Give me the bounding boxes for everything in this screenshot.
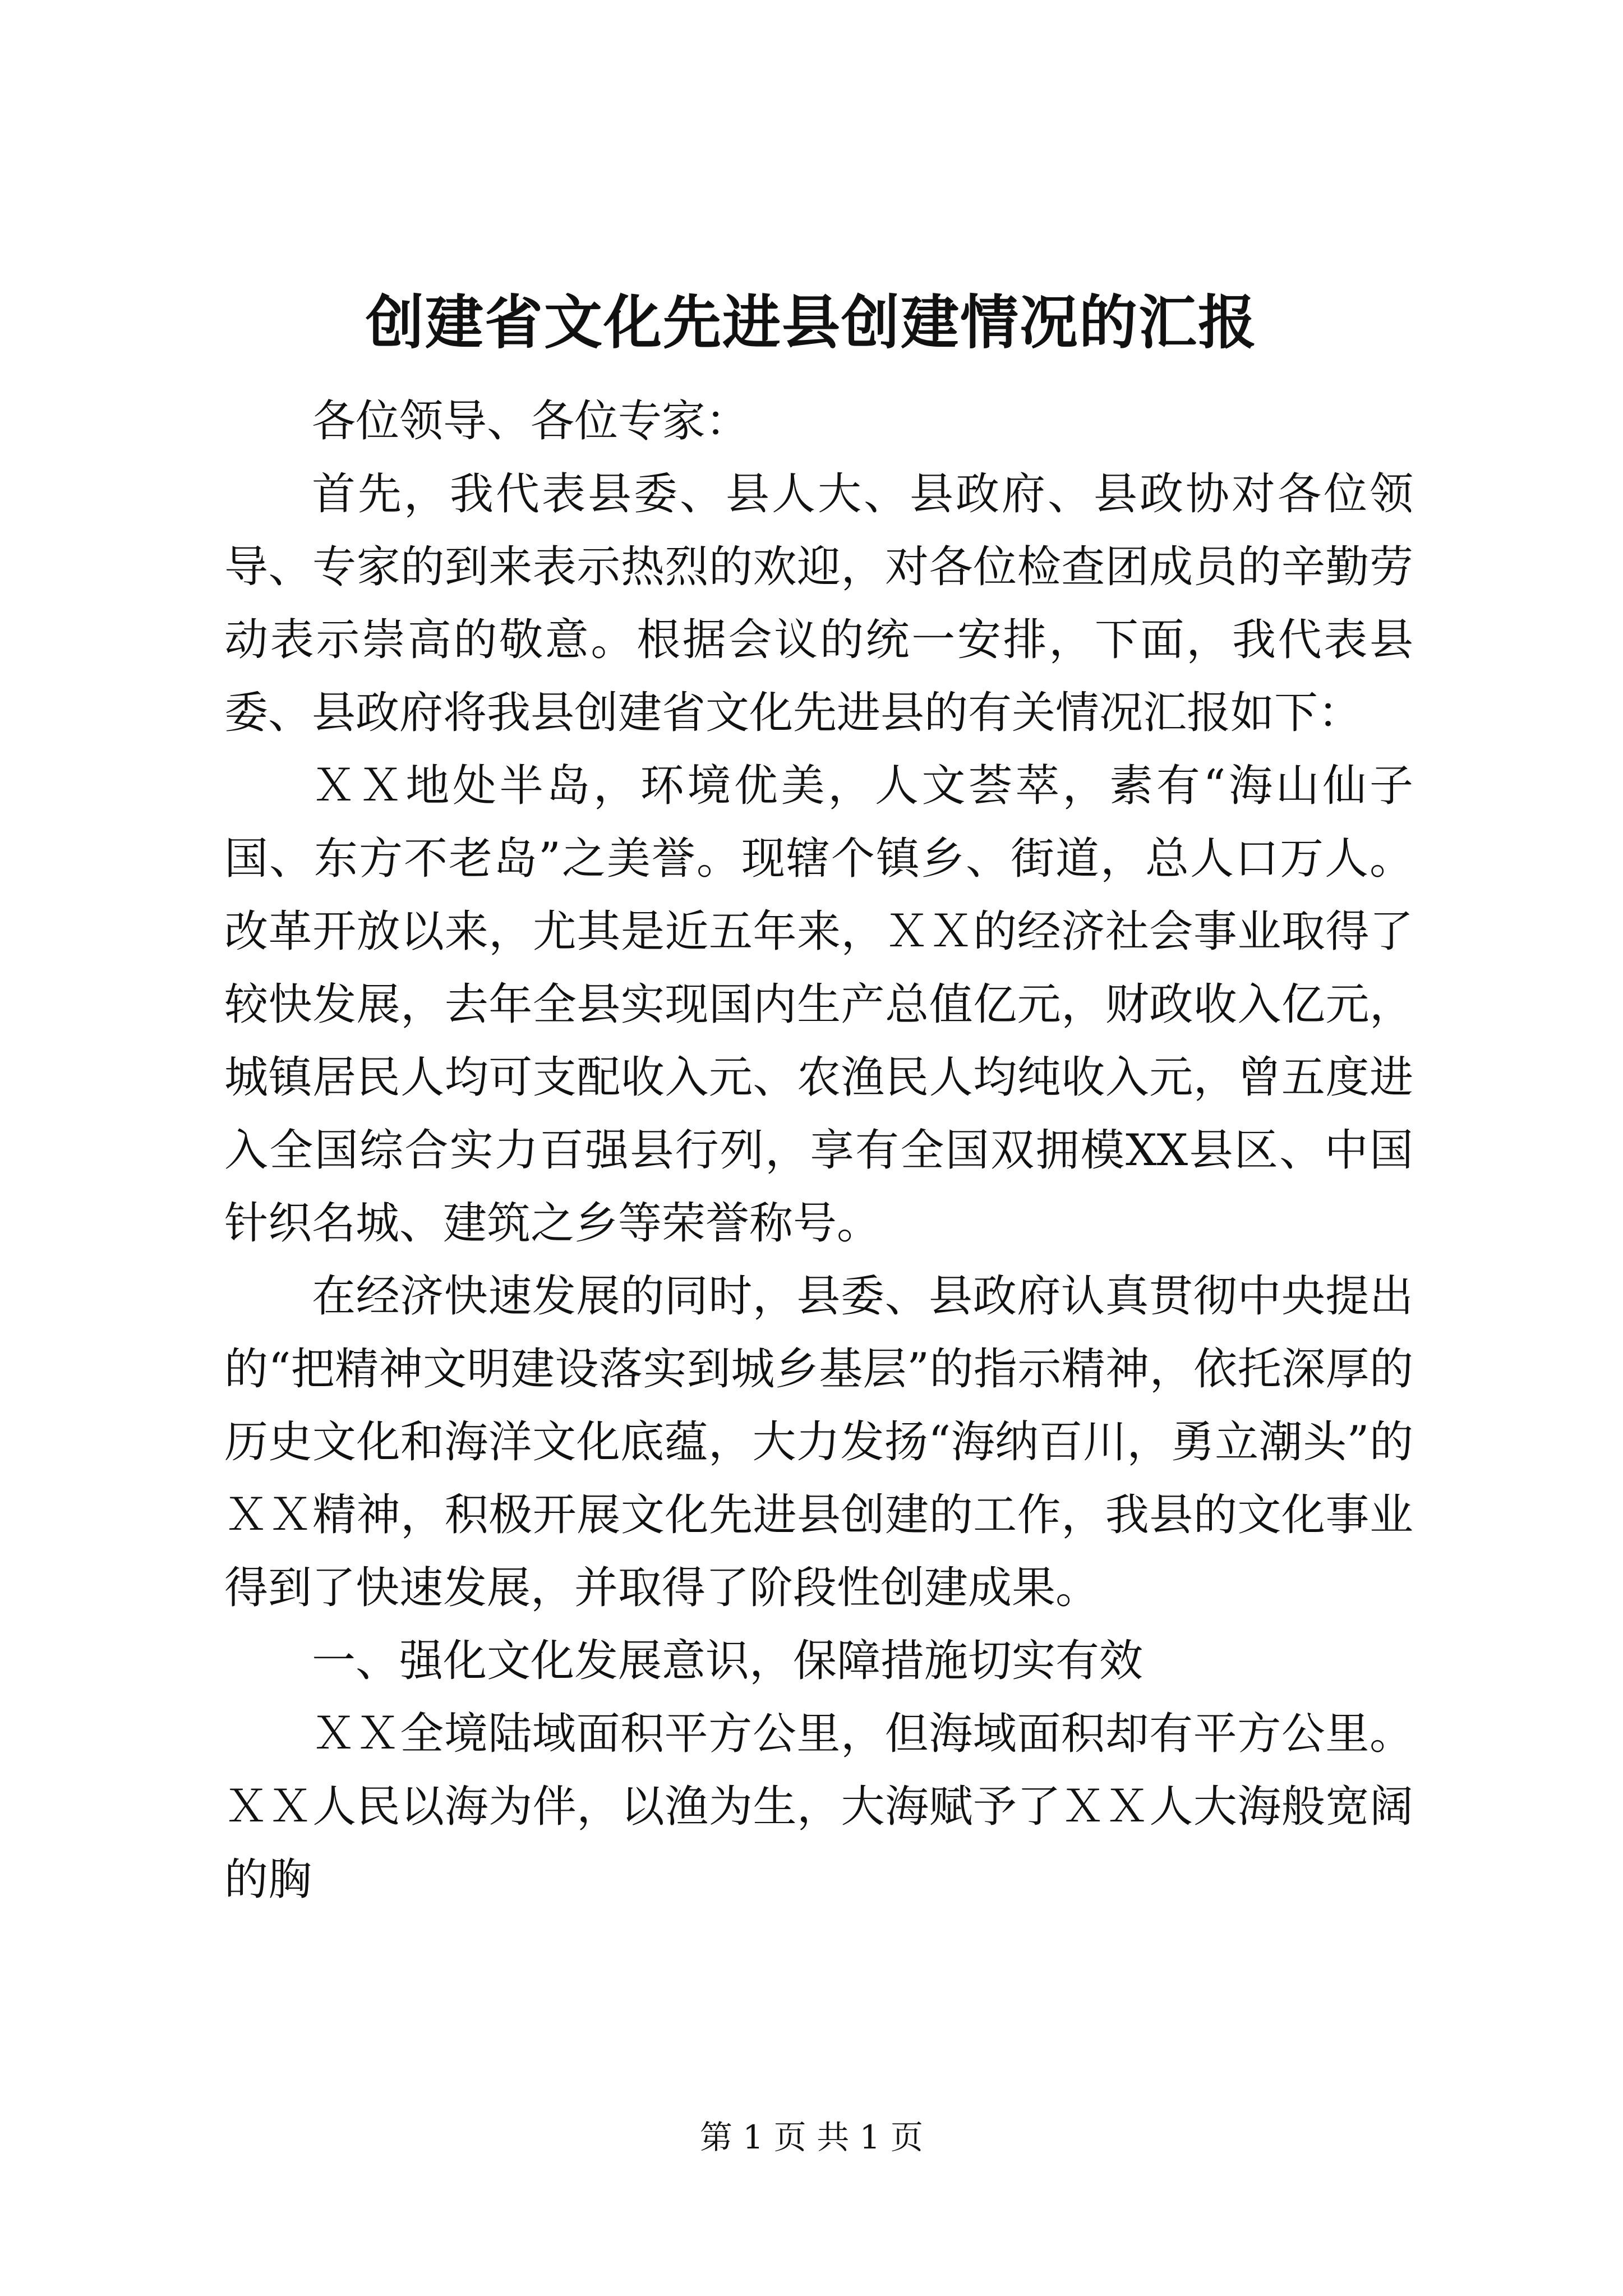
body-paragraph: ＸＸ全境陆域面积平方公里，但海域面积却有平方公里。ＸＸ人民以海为伴，以渔为生，大海赋予了ＸＸ人大海般宽阔的胸	[224, 1709, 1413, 1905]
body-paragraph: 首先，我代表县委、县人大、县政府、县政协对各位领导、专家的到来表示热烈的欢迎，对各位检查团成员的辛勤劳动表示崇高的敬意。根据会议的统一安排，下面，我代表县委、县政府将我县创建省文化先进县的有关情况汇报如下：	[224, 469, 1413, 738]
section-heading: 一、强化文化发展意识，保障措施切实有效	[312, 1636, 1144, 1686]
salutation-paragraph: 各位领导、各位专家：	[312, 396, 750, 447]
body-paragraph: 在经济快速发展的同时，县委、县政府认真贯彻中央提出的“把精神文明建设落实到城乡基层”的指示精神，依托深厚的历史文化和海洋文化底蕴，大力发扬“海纳百川，勇立潮头”的ＸＸ精神，积极开展文化先进县创建的工作，我县的文化事业得到了快速发展，并取得了阶段性创建成果。	[224, 1271, 1413, 1613]
page-number-footer: 第 1 页 共 1 页	[700, 2118, 923, 2156]
document-body	[224, 385, 1413, 1916]
body-paragraph: ＸＸ地处半岛，环境优美，人文荟萃，素有“海山仙子国、东方不老岛”之美誉。现辖个镇乡、街道，总人口万人。改革开放以来，尤其是近五年来，ＸＸ的经济社会事业取得了较快发展，去年全县实现国内生产总值亿元，财政收入亿元，城镇居民人均可支配收入元、农渔民人均纯收入元，曾五度进入全国综合实力百强县行列，享有全国双拥模XX县区、中国针织名城、建筑之乡等荣誉称号。	[224, 761, 1413, 1249]
document-title: 创建省文化先进县创建情况的汇报	[365, 288, 1257, 357]
